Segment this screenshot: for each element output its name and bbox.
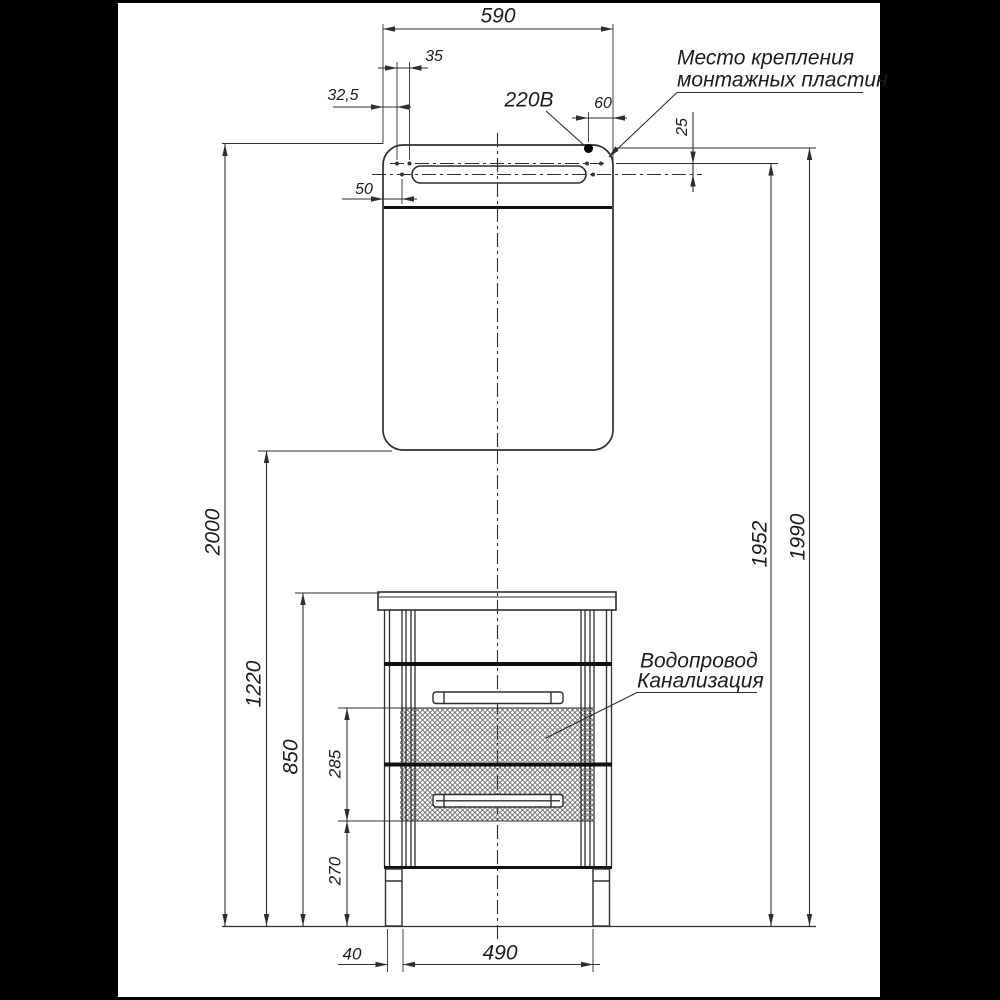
dim-counter-height-label: 850 [279,739,303,775]
plumbing-note-line1: Водопровод [640,649,758,673]
service-zone-lower [400,767,593,822]
dim-plate-edge-label: 32,5 [327,87,359,104]
drawer-handle-upper [433,692,563,704]
dim-plate-level-label: 1952 [748,520,772,568]
dim-plate-drop-label: 25 [674,118,691,136]
dimension-lines [225,29,810,965]
dim-mirror-clearance-label: 1220 [242,660,266,708]
dim-lamp-offset-label: 50 [355,181,373,198]
power-voltage-label: 220В [504,88,554,112]
dim-total-height-label: 2000 [201,508,225,556]
dim-power-offset-label: 60 [594,95,612,112]
service-zone-upper [400,708,593,762]
plumbing-note-line2: Канализация [637,669,764,693]
dim-leg-span-label: 490 [482,941,518,965]
dim-leg-width-label: 40 [342,944,362,964]
mounting-note-line1: Место крепления [677,46,855,70]
power-outlet-dot [584,144,593,153]
leg-left [386,869,403,926]
dim-mirror-width-label: 590 [480,4,516,28]
mounting-note-line2: монтажных пластин [677,68,888,92]
dimension-arrows [222,26,812,967]
dim-plate-pitch-label: 35 [425,48,443,65]
dim-service-upper-label: 285 [325,749,345,779]
dim-mirror-top-level-label: 1990 [786,513,810,561]
dim-service-lower-label: 270 [325,856,345,886]
leg-right [593,869,610,926]
mounting-note-leader [609,93,677,158]
